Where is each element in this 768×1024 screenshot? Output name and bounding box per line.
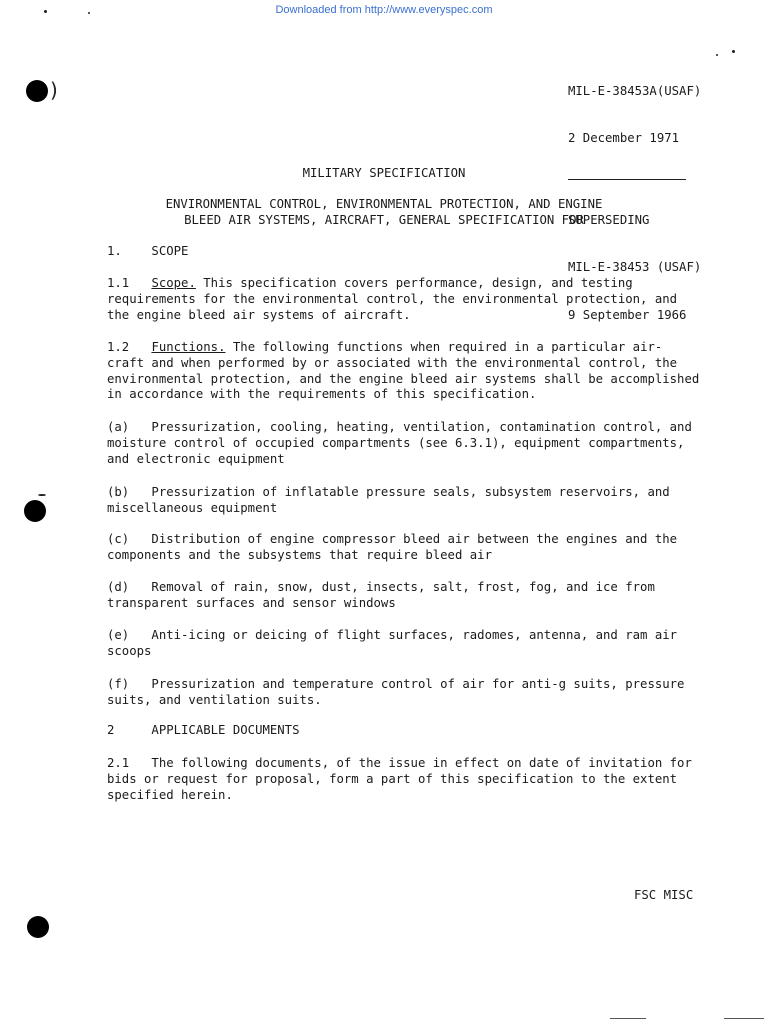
doc-number: MIL-E-38453A(USAF) <box>568 83 702 98</box>
superseded-date: 9 September 1966 <box>568 307 687 322</box>
para-text: This specification covers performance, design, and testing requirements for the environmental control, the environmental protection, and the engine bleed air systems of aircraft. <box>107 276 678 322</box>
superseding-label: SUPERSEDING <box>568 212 650 227</box>
section-2-heading: 2 APPLICABLE DOCUMENTS <box>107 723 300 737</box>
binder-hole-top <box>26 80 48 102</box>
binder-hole-bottom <box>27 916 49 938</box>
binder-hole-middle <box>24 500 46 522</box>
spec-kind: MILITARY SPECIFICATION <box>302 166 466 180</box>
list-item-e: (e) Anti-icing or deicing of flight surfaces, radomes, antenna, and ram air scoops <box>107 628 678 658</box>
para-number: 1.1 <box>107 276 130 290</box>
spec-title-line2: BLEED AIR SYSTEMS, AIRCRAFT, GENERAL SPECIFICATION FOR <box>184 213 584 227</box>
scan-speck <box>38 494 46 496</box>
para-number: 1.2 <box>107 340 130 354</box>
download-banner: Downloaded from http://www.everyspec.com <box>275 4 493 16</box>
list-item-f: (f) Pressurization and temperature control of air for anti-g suits, pressure suits, and ventilation suits. <box>107 677 685 707</box>
paragraph-2-1: 2.1 The following documents, of the issue in effect on date of invitation for bids or request for proposal, form a part of this specification to the extent specified herein. <box>107 756 692 802</box>
doc-date: 2 December 1971 <box>568 130 680 145</box>
section-1-heading: 1. SCOPE <box>107 244 189 258</box>
scan-speck <box>716 54 718 56</box>
list-item-d: (d) Removal of rain, snow, dust, insects, salt, frost, fog, and ice from transparent surfaces and sensor windows <box>107 580 655 610</box>
scan-mark: ) <box>50 78 58 102</box>
para-text: The following functions when required in a particular air- craft and when performed by or associated with the environmental control, the environmental protection, and the engine bleed air systems shall be accomplished in accordance with the requirements of this specification. <box>107 340 700 402</box>
paragraph-1-1 <box>107 276 737 323</box>
fsc-code: FSC MISC <box>634 888 694 902</box>
list-item-b: (b) Pressurization of inflatable pressure seals, subsystem reservoirs, and miscellaneous equipment <box>107 485 670 515</box>
scan-speck <box>88 12 90 14</box>
spec-title-line1: ENVIRONMENTAL CONTROL, ENVIRONMENTAL PROTECTION, AND ENGINE <box>165 197 603 211</box>
paragraph-1-2 <box>107 340 737 403</box>
scan-speck <box>44 10 47 13</box>
list-item-a: (a) Pressurization, cooling, heating, ventilation, contamination control, and moisture control of occupied compartments (see 6.3.1), equipment compartments, and electronic equipment <box>107 420 692 466</box>
scan-speck <box>732 50 735 53</box>
para-title: Scope. <box>151 276 196 290</box>
list-item-c: (c) Distribution of engine compressor bleed air between the engines and the components and the subsystems that require bleed air <box>107 532 678 562</box>
footer-rule <box>724 1018 764 1019</box>
footer-rule <box>610 1018 646 1019</box>
para-title: Functions. <box>151 340 226 354</box>
superseded-number: MIL-E-38453 (USAF) <box>568 260 702 275</box>
